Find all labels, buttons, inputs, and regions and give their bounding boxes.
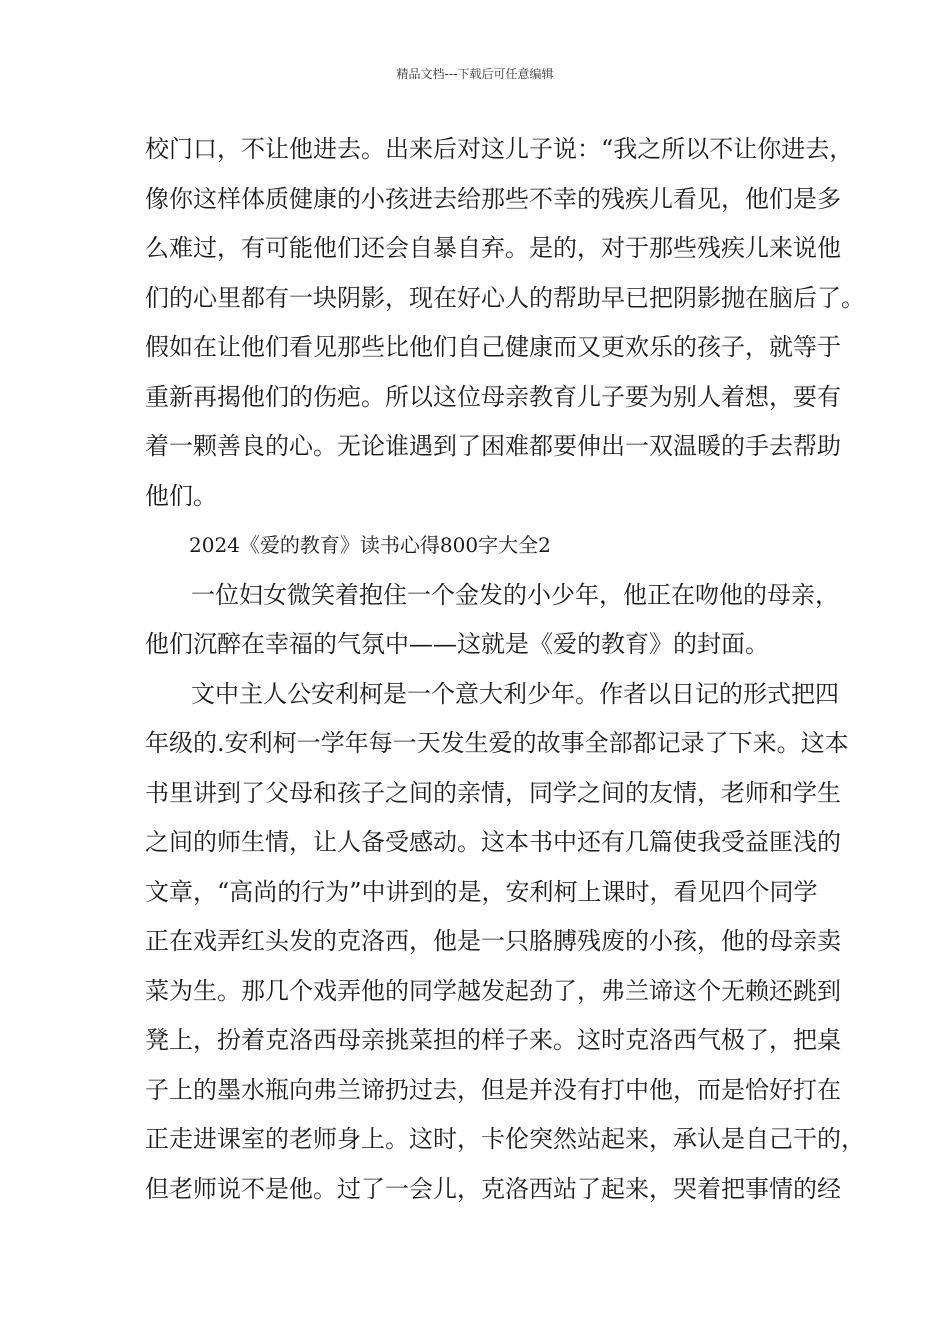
body-line: 假如在让他们看见那些比他们自己健康而又更欢乐的孩子，就等于 [145,333,841,361]
body-line: 文章，“高尚的行为”中讲到的是，安利柯上课时，看见四个同学 [145,877,818,906]
body-line: 正走进课室的老师身上。这时，卡伦突然站起来，承认是自己干的， [145,1125,865,1153]
body-line: 子上的墨水瓶向弗兰谛扔过去，但是并没有打中他，而是恰好打在 [145,1075,841,1104]
section-heading: 2024《爱的教育》读书心得800字大全2 [189,533,551,557]
body-line: 一位妇女微笑着抱住一个金发的小少年，他正在吻他的母亲， [191,580,839,609]
body-line: 书里讲到了父母和孩子之间的亲情，同学之间的友情，老师和学生 [145,778,841,807]
body-line: 们的心里都有一块阴影，现在好心人的帮助早已把阴影抛在脑后了。 [145,283,865,312]
body-line: 他们沉醉在幸福的气氛中——这就是《爱的教育》的封面。 [145,630,769,658]
body-line: 文中主人公安利柯是一个意大利少年。作者以日记的形式把四 [191,679,839,708]
body-line: 么难过，有可能他们还会自暴自弃。是的，对于那些残疾儿来说他 [145,234,841,262]
document-body [145,130,865,1219]
body-line: 年级的.安利柯一学年每一天发生爱的故事全部都记录了下来。这本 [145,729,849,757]
body-line: 凳上，扮着克洛西母亲挑菜担的样子来。这时克洛西气极了，把桌 [145,1026,841,1054]
body-line: 像你这样体质健康的小孩进去给那些不幸的残疾儿看见，他们是多 [145,184,841,213]
body-line: 他们。 [145,481,217,510]
body-line: 菜为生。那几个戏弄他的同学越发起劲了，弗兰谛这个无赖还跳到 [145,976,841,1005]
page-header: 精品文档---下载后可任意编辑 [396,67,554,81]
body-line: 重新再揭他们的伤疤。所以这位母亲教育儿子要为别人着想，要有 [145,382,841,411]
body-line: 着一颗善良的心。无论谁遇到了困难都要伸出一双温暖的手去帮助 [145,432,841,460]
body-line: 之间的师生情，让人备受感动。这本书中还有几篇使我受益匪浅的 [145,828,841,856]
body-line: 正在戏弄红头发的克洛西，他是一只胳膊残废的小孩，他的母亲卖 [145,927,841,955]
body-line: 校门口，不让他进去。出来后对这儿子说：“我之所以不让你进去， [145,135,854,163]
body-line: 但老师说不是他。过了一会儿，克洛西站了起来，哭着把事情的经 [145,1174,841,1203]
